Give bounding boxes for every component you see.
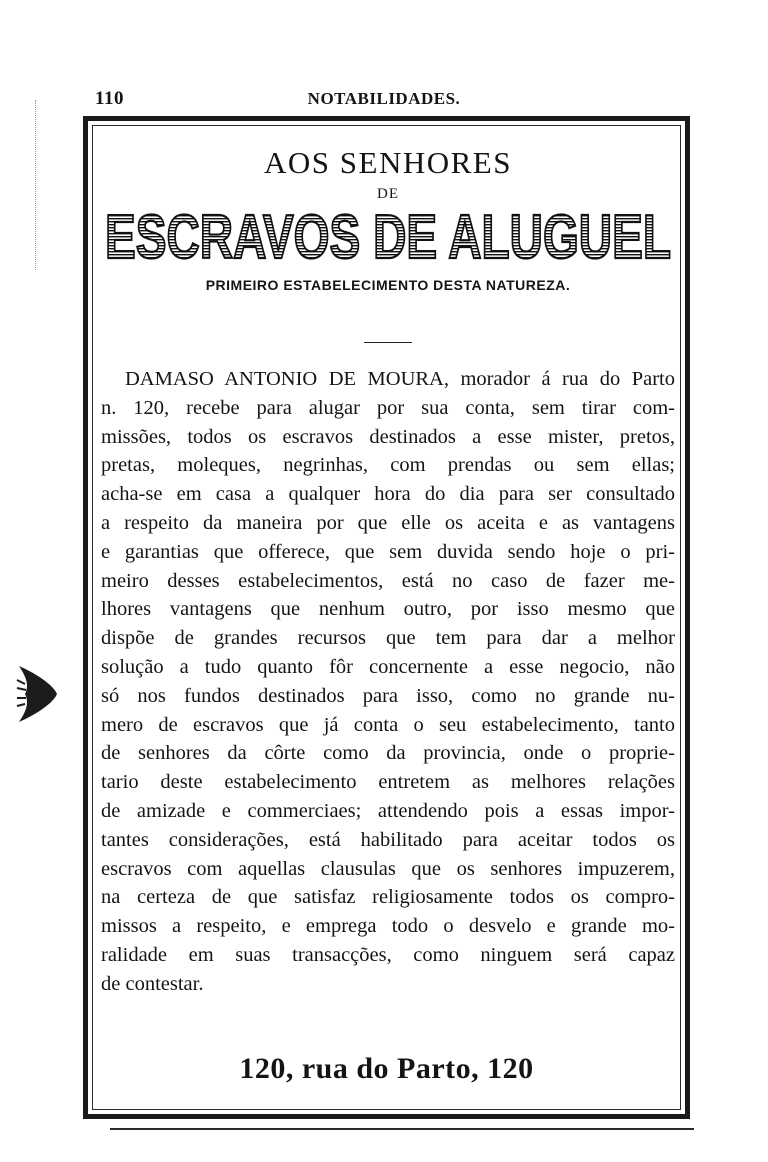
ad-body-line: pretas, moleques, negrinhas, com prendas ou sem ellas; — [101, 454, 675, 477]
ad-body-line: na certeza de que satisfaz religiosamente todos os compro- — [101, 886, 675, 909]
page-edge-specks — [35, 100, 40, 270]
ad-body-line: só nos fundos destinados para isso, como no grande nu- — [101, 684, 675, 707]
ad-body-line: meiro desses estabelecimentos, está no caso de fazer me- — [101, 569, 675, 592]
ad-body-line: missões, todos os escravos destinados a esse mister, pretos, — [101, 425, 675, 448]
ad-body-line: acha-se em casa a qualquer hora do dia para ser consultado — [101, 483, 675, 506]
ad-headline-text: ESCRAVOS DE ALUGUEL — [105, 206, 671, 264]
ad-body-line: tario deste estabelecimento entretem as melhores relações — [101, 771, 675, 794]
ad-body-line: dispõe de grandes recursos que tem para dar a melhor — [101, 627, 675, 650]
ad-address: 120, rua do Parto, 120 — [239, 1052, 534, 1085]
ad-body-line: e garantias que offerece, que sem duvida sendo hoje o pri- — [101, 540, 675, 563]
ad-body-line: n. 120, recebe para alugar por sua conta, sem tirar com- — [101, 396, 675, 419]
ad-body-line: de senhores da côrte como da provincia, onde o proprie- — [101, 742, 675, 765]
ad-headline — [101, 206, 675, 264]
margin-ornament-icon — [13, 662, 61, 726]
ad-body-line: de contestar. — [101, 972, 204, 995]
ad-divider-rule — [364, 342, 412, 343]
ad-body-text — [101, 365, 675, 999]
page-number: 110 — [95, 88, 124, 109]
ad-body-line: de amizade e commerciaes; attendendo pois a essas impor- — [101, 799, 675, 822]
ad-body-line: solução a tudo quanto fôr concernente a esse negocio, não — [101, 655, 675, 678]
ad-body-line: tantes considerações, está habilitado para aceitar todos os — [101, 828, 675, 851]
ad-headline-graphic — [102, 206, 674, 264]
ad-title-line-1: AOS SENHORES — [264, 145, 512, 180]
ad-title-line-2: DE — [377, 186, 399, 202]
ad-body-line: DAMASO ANTONIO DE MOURA, morador á rua do Parto — [125, 368, 675, 390]
ad-body-line: missos a respeito, e emprega todo o desvelo e grande mo- — [101, 915, 675, 938]
ad-body-line: lhores vantagens que nenhum outro, por isso mesmo que — [101, 598, 675, 621]
advertisement — [101, 130, 675, 999]
page-bottom-rule — [110, 1128, 694, 1130]
ad-body-line: ralidade em suas transacções, como ninguem será capaz — [101, 943, 675, 966]
ad-body-line: mero de escravos que já conta o seu estabelecimento, tanto — [101, 713, 675, 736]
ad-body-line: a respeito da maneira por que elle os aceita e as vantagens — [101, 511, 675, 534]
ad-body-line: escravos com aquellas clausulas que os senhores impuzerem, — [101, 857, 675, 880]
running-head: NOTABILIDADES. — [307, 89, 461, 108]
ad-subtitle: PRIMEIRO ESTABELECIMENTO DESTA NATUREZA. — [205, 277, 571, 293]
